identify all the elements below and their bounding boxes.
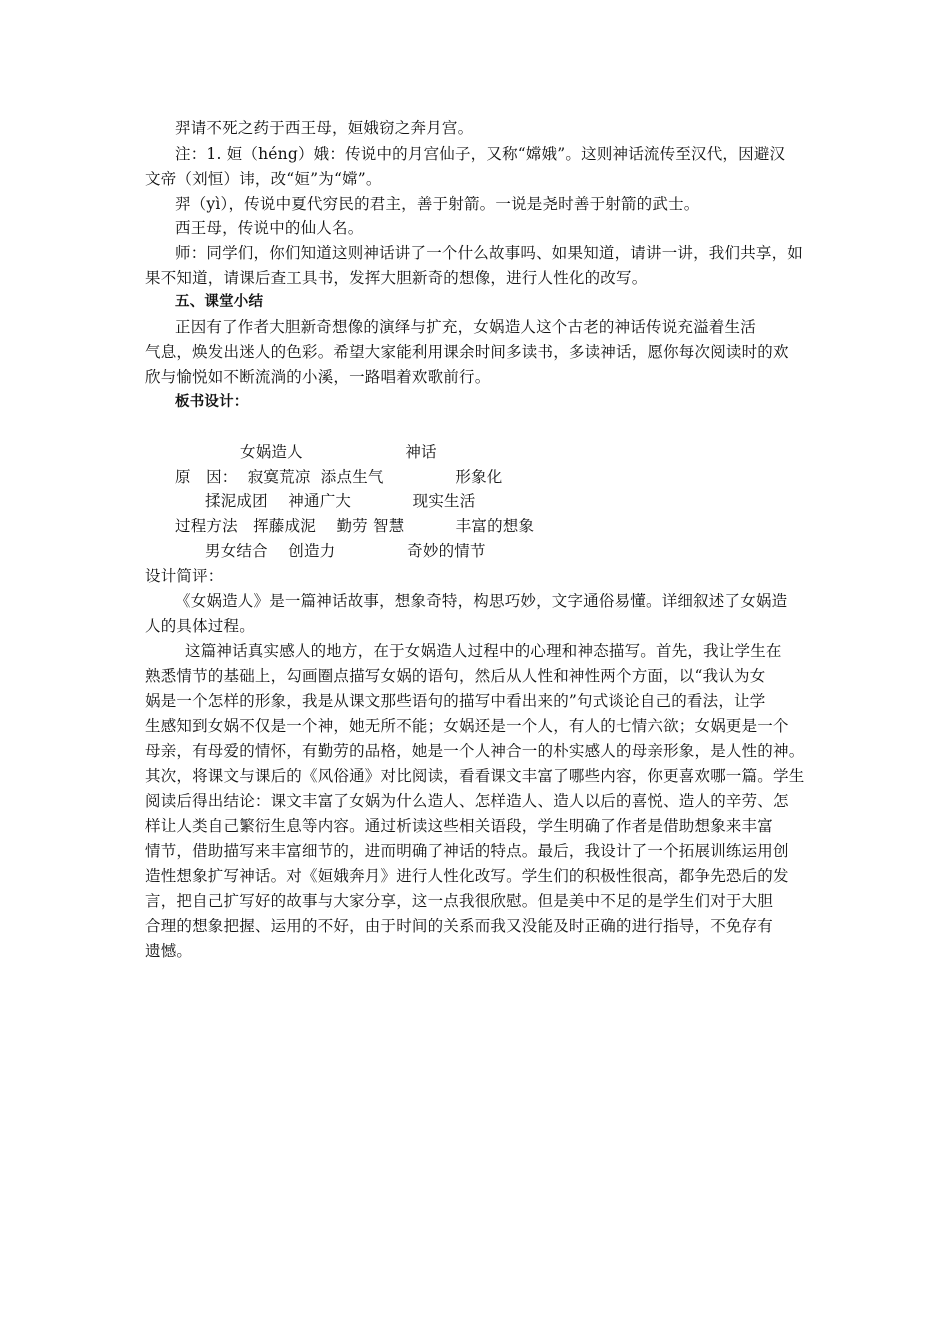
text-line: 羿请不死之药于西王母，姮娥窃之奔月宫。 — [175, 119, 474, 137]
text-line: 羿（yì），传说中夏代穷民的君主，善于射箭。一说是尧时善于射箭的武士。 — [175, 195, 700, 213]
text-line: 欣与愉悦如不断流淌的小溪，一路唱着欢歌前行。 — [145, 368, 491, 386]
text-line: 男女结合 创造力 奇妙的情节 — [205, 542, 486, 560]
text-line: 《女娲造人》是一篇神话故事，想象奇特，构思巧妙，文字通俗易懂。详细叙述了女娲造 — [175, 592, 788, 610]
text-line: 合理的想象把握、运用的不好，由于时间的关系而我又没能及时正确的进行指导，不免存有 — [145, 917, 774, 935]
text-line: 母亲，有母爱的情怀，有勤劳的品格，她是一个人神合一的朴实感人的母亲形象，是人性的神。 — [145, 742, 805, 760]
text-line: 娲是一个怎样的形象，我是从课文那些语句的描写中看出来的”句式谈论自己的看法，让学 — [145, 692, 766, 710]
text-line: 情节，借助描写来丰富细节的，进而明确了神话的特点。最后，我设计了一个拓展训练运用创 — [145, 842, 789, 860]
text-line: 文帝（刘恒）讳，改“姮”为“嫦”。 — [145, 170, 382, 188]
text-line: 造性想象扩写神话。对《姮娥奔月》进行人性化改写。学生们的积极性很高，都争先恐后的发 — [145, 867, 789, 885]
text-line: 注：1. 姮（héng）娥：传说中的月宫仙子，又称“嫦娥”。这则神话流传至汉代，因避汉 — [175, 145, 786, 163]
text-line: 过程方法 挥藤成泥 勤劳 智慧 丰富的想象 — [175, 517, 535, 535]
text-line: 西王母，传说中的仙人名。 — [175, 219, 364, 237]
text-line: 设计简评： — [145, 567, 224, 585]
section-heading: 五、课堂小结 — [175, 294, 264, 310]
text-line: 其次，将课文与课后的《风俗通》对比阅读，看看课文丰富了哪些内容，你更喜欢哪一篇。学生 — [145, 767, 805, 785]
text-line: 阅读后得出结论：课文丰富了女娲为什么造人、怎样造人、造人以后的喜悦、造人的辛劳、怎 — [145, 792, 789, 810]
text-line: 原 因： 寂寞荒凉 添点生气 形象化 — [175, 468, 503, 486]
text-line: 师：同学们，你们知道这则神话讲了一个什么故事吗、如果知道，请讲一讲，我们共享，如 — [175, 244, 804, 262]
text-line: 这篇神话真实感人的地方，在于女娲造人过程中的心理和神态描写。首先，我让学生在 — [185, 642, 782, 660]
text-line: 揉泥成团 神通广大 现实生活 — [205, 492, 476, 510]
text-line: 果不知道，请课后查工具书，发挥大胆新奇的想像，进行人性化的改写。 — [145, 269, 648, 287]
text-line: 熟悉情节的基础上，勾画圈点描写女娲的语句，然后从人性和神性两个方面，以“我认为女 — [145, 667, 766, 685]
text-line: 样让人类自己繁衍生息等内容。通过析读这些相关语段，学生明确了作者是借助想象来丰富 — [145, 817, 774, 835]
text-line: 生感知到女娲不仅是一个神，她无所不能；女娲还是一个人，有人的七情六欲；女娲更是一个 — [145, 717, 789, 735]
text-line: 正因有了作者大胆新奇想像的演绎与扩充，女娲造人这个古老的神话传说充溢着生活 — [175, 318, 756, 336]
text-line: 人的具体过程。 — [145, 617, 255, 635]
text-line: 遗憾。 — [145, 942, 193, 960]
section-heading: 板书设计： — [175, 394, 249, 410]
text-line: 气息，焕发出迷人的色彩。希望大家能利用课余时间多读书，多读神话，愿你每次阅读时的欢 — [145, 343, 789, 361]
text-line: 女娲造人 神话 — [240, 443, 437, 461]
text-line: 言，把自己扩写好的故事与大家分享，这一点我很欣慰。但是美中不足的是学生们对于大胆 — [145, 892, 774, 910]
